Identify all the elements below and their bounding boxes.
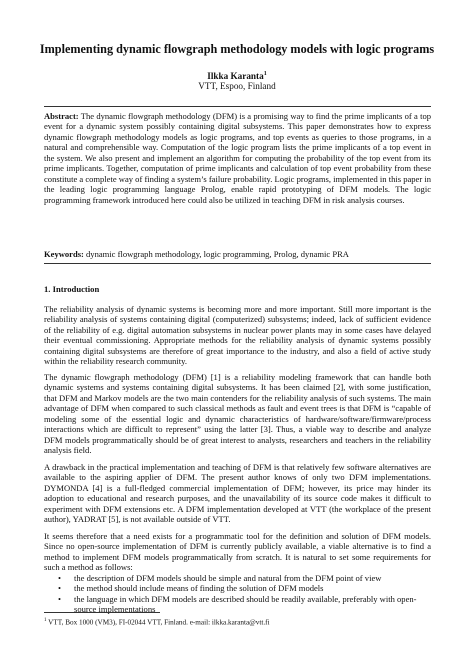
footnote-rule bbox=[44, 612, 160, 613]
author-footnote-marker: 1 bbox=[263, 71, 267, 77]
footnote-marker: 1 bbox=[44, 618, 47, 623]
intro-paragraph-1: The reliability analysis of dynamic systems is becoming more and more important. Still more important is the reliability analysis of systems containing digital (computerized) subsystems; indeed, lack of sufficient evidence of the reliability of e.g. digital automation subsystems in nuclear power plants may in some cases have delayed their eventual commissioning. Appropriate methods for the reliability analysis of dynamic systems possibly containing digital subsystems are therefore of great importance to the industry, and also a field of active study within the reliability research community. bbox=[44, 304, 431, 367]
keywords-label: Keywords: bbox=[44, 249, 84, 259]
abstract-label: Abstract: bbox=[44, 111, 79, 121]
author-name-text: Ilkka Karanta bbox=[207, 71, 264, 82]
keywords-bottom-rule bbox=[44, 263, 431, 264]
abstract-top-rule bbox=[44, 106, 431, 107]
list-item: • the language in which DFM models are described should be readily available, preferably with open-source implementations bbox=[44, 594, 431, 615]
keywords-text: dynamic flowgraph methodology, logic programming, Prolog, dynamic PRA bbox=[83, 249, 349, 259]
author-affiliation: VTT, Espoo, Finland bbox=[198, 81, 276, 91]
abstract-text: The dynamic flowgraph methodology (DFM) is a promising way to find the prime implicants of a top event for a dynamic system possibly containing digital subsystems. This paper demonstrates how to express dynamic flowgraph methodology models as logic programs, and top events as queries to those programs, in a natural and comprehensible way. Computation of the logic program lists the prime implicants of a top event in the system. We also present and implement an algorithm for computing the probability of the top event from its prime implicants. Together, computation of prime implicants and calculation of top event probability from these constitute a complete way of finding a system’s failure probability. Logic programs, implemented in this paper in the leading logic programming language Prolog, enable rapid prototyping of DFM models. The logic programming framework introduced here could also be utilized in teaching DFM in risk analysis courses. bbox=[44, 111, 431, 205]
paper-title: Implementing dynamic flowgraph methodology models with logic programs bbox=[39, 42, 435, 56]
intro-paragraph-2: The dynamic flowgraph methodology (DFM) [1] is a reliability modeling framework that can handle both dynamic systems and systems containing digital subsystems. It has been claimed [2], with some justification, that DFM and Markov models are the two main contenders for the reliability analysis of such systems. The main advantage of DFM when compared to such classical methods as fault and event trees is that DFM is “capable of modeling some of the essential logic and dynamic characteristics of hardware/software/firmware/process interactions which are difficult to represent” using the latter [3]. Thus, a viable way to describe and analyze DFM models programmatically should be of great interest to analysts, researchers and teachers in the reliability analysis field. bbox=[44, 372, 431, 456]
footnote-text: VTT, Box 1000 (VM3), FI-02044 VTT, Finland. e-mail: ilkka.karanta@vtt.fi bbox=[46, 618, 270, 627]
footnote bbox=[44, 616, 270, 627]
section-heading-introduction: 1. Introduction bbox=[44, 284, 100, 294]
requirements-list bbox=[44, 573, 431, 615]
list-item: • the method should include means of finding the solution of DFM models bbox=[44, 583, 431, 593]
list-item: • the description of DFM models should be simple and natural from the DFM point of view bbox=[44, 573, 431, 583]
abstract bbox=[44, 111, 431, 205]
intro-paragraph-3: A drawback in the practical implementation and teaching of DFM is that relatively few software alternatives are available to the aspiring applier of DFM. The present author knows of only two DFM implementations. DYMONDA [4] is a full-fledged commercial implementation of DFM; however, its price may hinder its adoption to educational and research purposes, and the unavailability of its source code makes it difficult to experiment with DFM extensions etc. A DFM implementation developed at VTT (the workplace of the present author), YADRAT [5], is not available outside of VTT. bbox=[44, 462, 431, 525]
keywords bbox=[44, 249, 431, 259]
intro-paragraph-4: It seems therefore that a need exists for a programmatic tool for the definition and solution of DFM models. Since no open-source implementation of DFM is currently publicly available, a viable alternative is to find a method to implement DFM models programmatically from scratch. It is natural to set some requirements for such a method as follows: bbox=[44, 531, 431, 573]
